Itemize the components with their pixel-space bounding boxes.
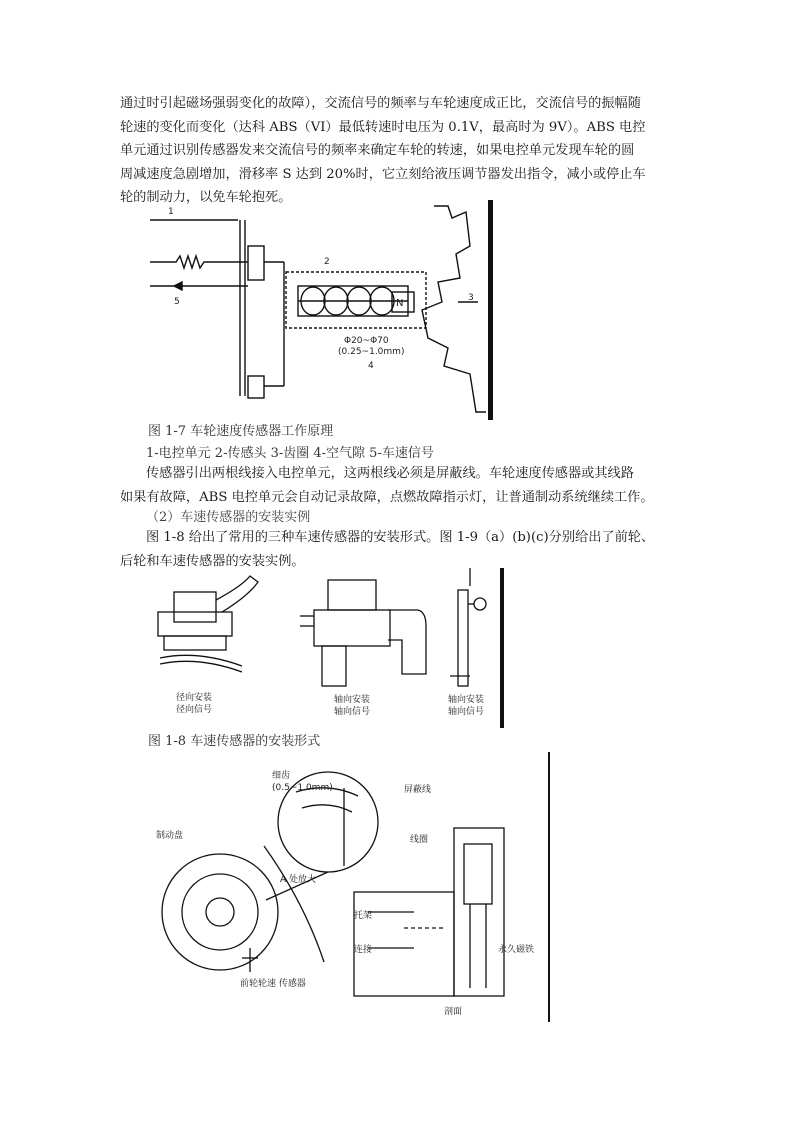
figure-1-7-sensor-principle — [148, 198, 500, 422]
fig19-label-section: 剖面 — [444, 1007, 463, 1017]
shielded-wire-paragraph — [120, 462, 676, 509]
fig19-label-bracket: 托架 — [354, 911, 373, 921]
fig18-label-radial-install: 径向安装 — [176, 693, 213, 703]
label-gear-ring-number: 3 — [468, 293, 474, 303]
fig19-label-magnet: 永久磁铁 — [498, 945, 535, 955]
text-line: 如果有故障，ABS 电控单元会自动记录故障，点燃故障指示灯，让普通制动系统继续工作。 — [120, 489, 654, 505]
figure-1-8-caption: 图 1-8 车速传感器的安装形式 — [148, 734, 321, 749]
label-air-gap-number: 4 — [368, 361, 374, 371]
fig19-label-sensor: 前轮轮速 传感器 — [240, 979, 306, 989]
fig19-label-gear: 细齿 — [272, 771, 291, 781]
label-sensor-head-number: 2 — [324, 257, 330, 267]
fig19-label-connect: 连接 — [354, 945, 373, 955]
text-line: 轮的制动力，以免车轮抱死。 — [120, 190, 292, 206]
fig18-label-axial-install-2: 轴向安装 — [448, 695, 485, 705]
fig18-label-axial-signal-2: 轴向信号 — [448, 707, 485, 717]
text-line: 周减速度急剧增加，滑移率 S 达到 20%时，它立刻给液压调节器发出指令，减小或停止车 — [120, 166, 646, 182]
fig18-label-axial-install: 轴向安装 — [334, 695, 371, 705]
fig19-label-shield: 屏蔽线 — [404, 785, 432, 795]
fig18-label-radial-signal: 径向信号 — [176, 705, 213, 715]
text-line: 通过时引起磁场强弱变化的故障），交流信号的频率与车轮速度成正比，交流信号的振幅随 — [120, 96, 641, 111]
text-line: 传感器引出两根线接入电控单元，这两根线必须是屏蔽线。车轮速度传感器或其线路 — [146, 466, 634, 481]
label-diameter: Φ20~Φ70 — [344, 336, 389, 346]
figure-1-8-install-types — [150, 566, 506, 730]
figure-1-9-install-examples — [154, 752, 554, 1024]
label-ecu-number: 1 — [168, 207, 174, 217]
fig19-label-coil: 线圈 — [410, 835, 429, 845]
fig19-label-disc: 制动盘 — [156, 831, 184, 841]
section-subheading: （2）车速传感器的安装实例 — [146, 510, 311, 525]
label-signal-number: 5 — [174, 297, 180, 307]
figure-1-7-caption: 图 1-7 车轮速度传感器工作原理 — [148, 424, 334, 439]
intro-paragraph — [120, 92, 676, 210]
label-magnet-n: N — [396, 298, 404, 309]
text-line: 图 1-8 给出了常用的三种车速传感器的安装形式。图 1-9（a）(b)(c)分别给出了前轮、 — [146, 530, 655, 545]
text-line: 轮速的变化而变化（达科 ABS（VI）最低转速时电压为 0.1V，最高时为 9V）。ABS 电控 — [120, 119, 646, 135]
fig19-label-zoom: A 处放大 — [280, 875, 317, 885]
text-line: 后轮和车速传感器的安装实例。 — [120, 553, 305, 569]
figure-1-7-legend: 1-电控单元 2-传感头 3-齿圈 4-空气隙 5-车速信号 — [146, 446, 434, 461]
text-line: 单元通过识别传感器发来交流信号的频率来确定车轮的转速，如果电控单元发现车轮的圆 — [120, 143, 635, 159]
fig19-label-gap: (0.5~1.0mm) — [272, 783, 333, 793]
label-gap-range: (0.25~1.0mm) — [338, 347, 405, 357]
fig18-label-axial-signal: 轴向信号 — [334, 707, 371, 717]
